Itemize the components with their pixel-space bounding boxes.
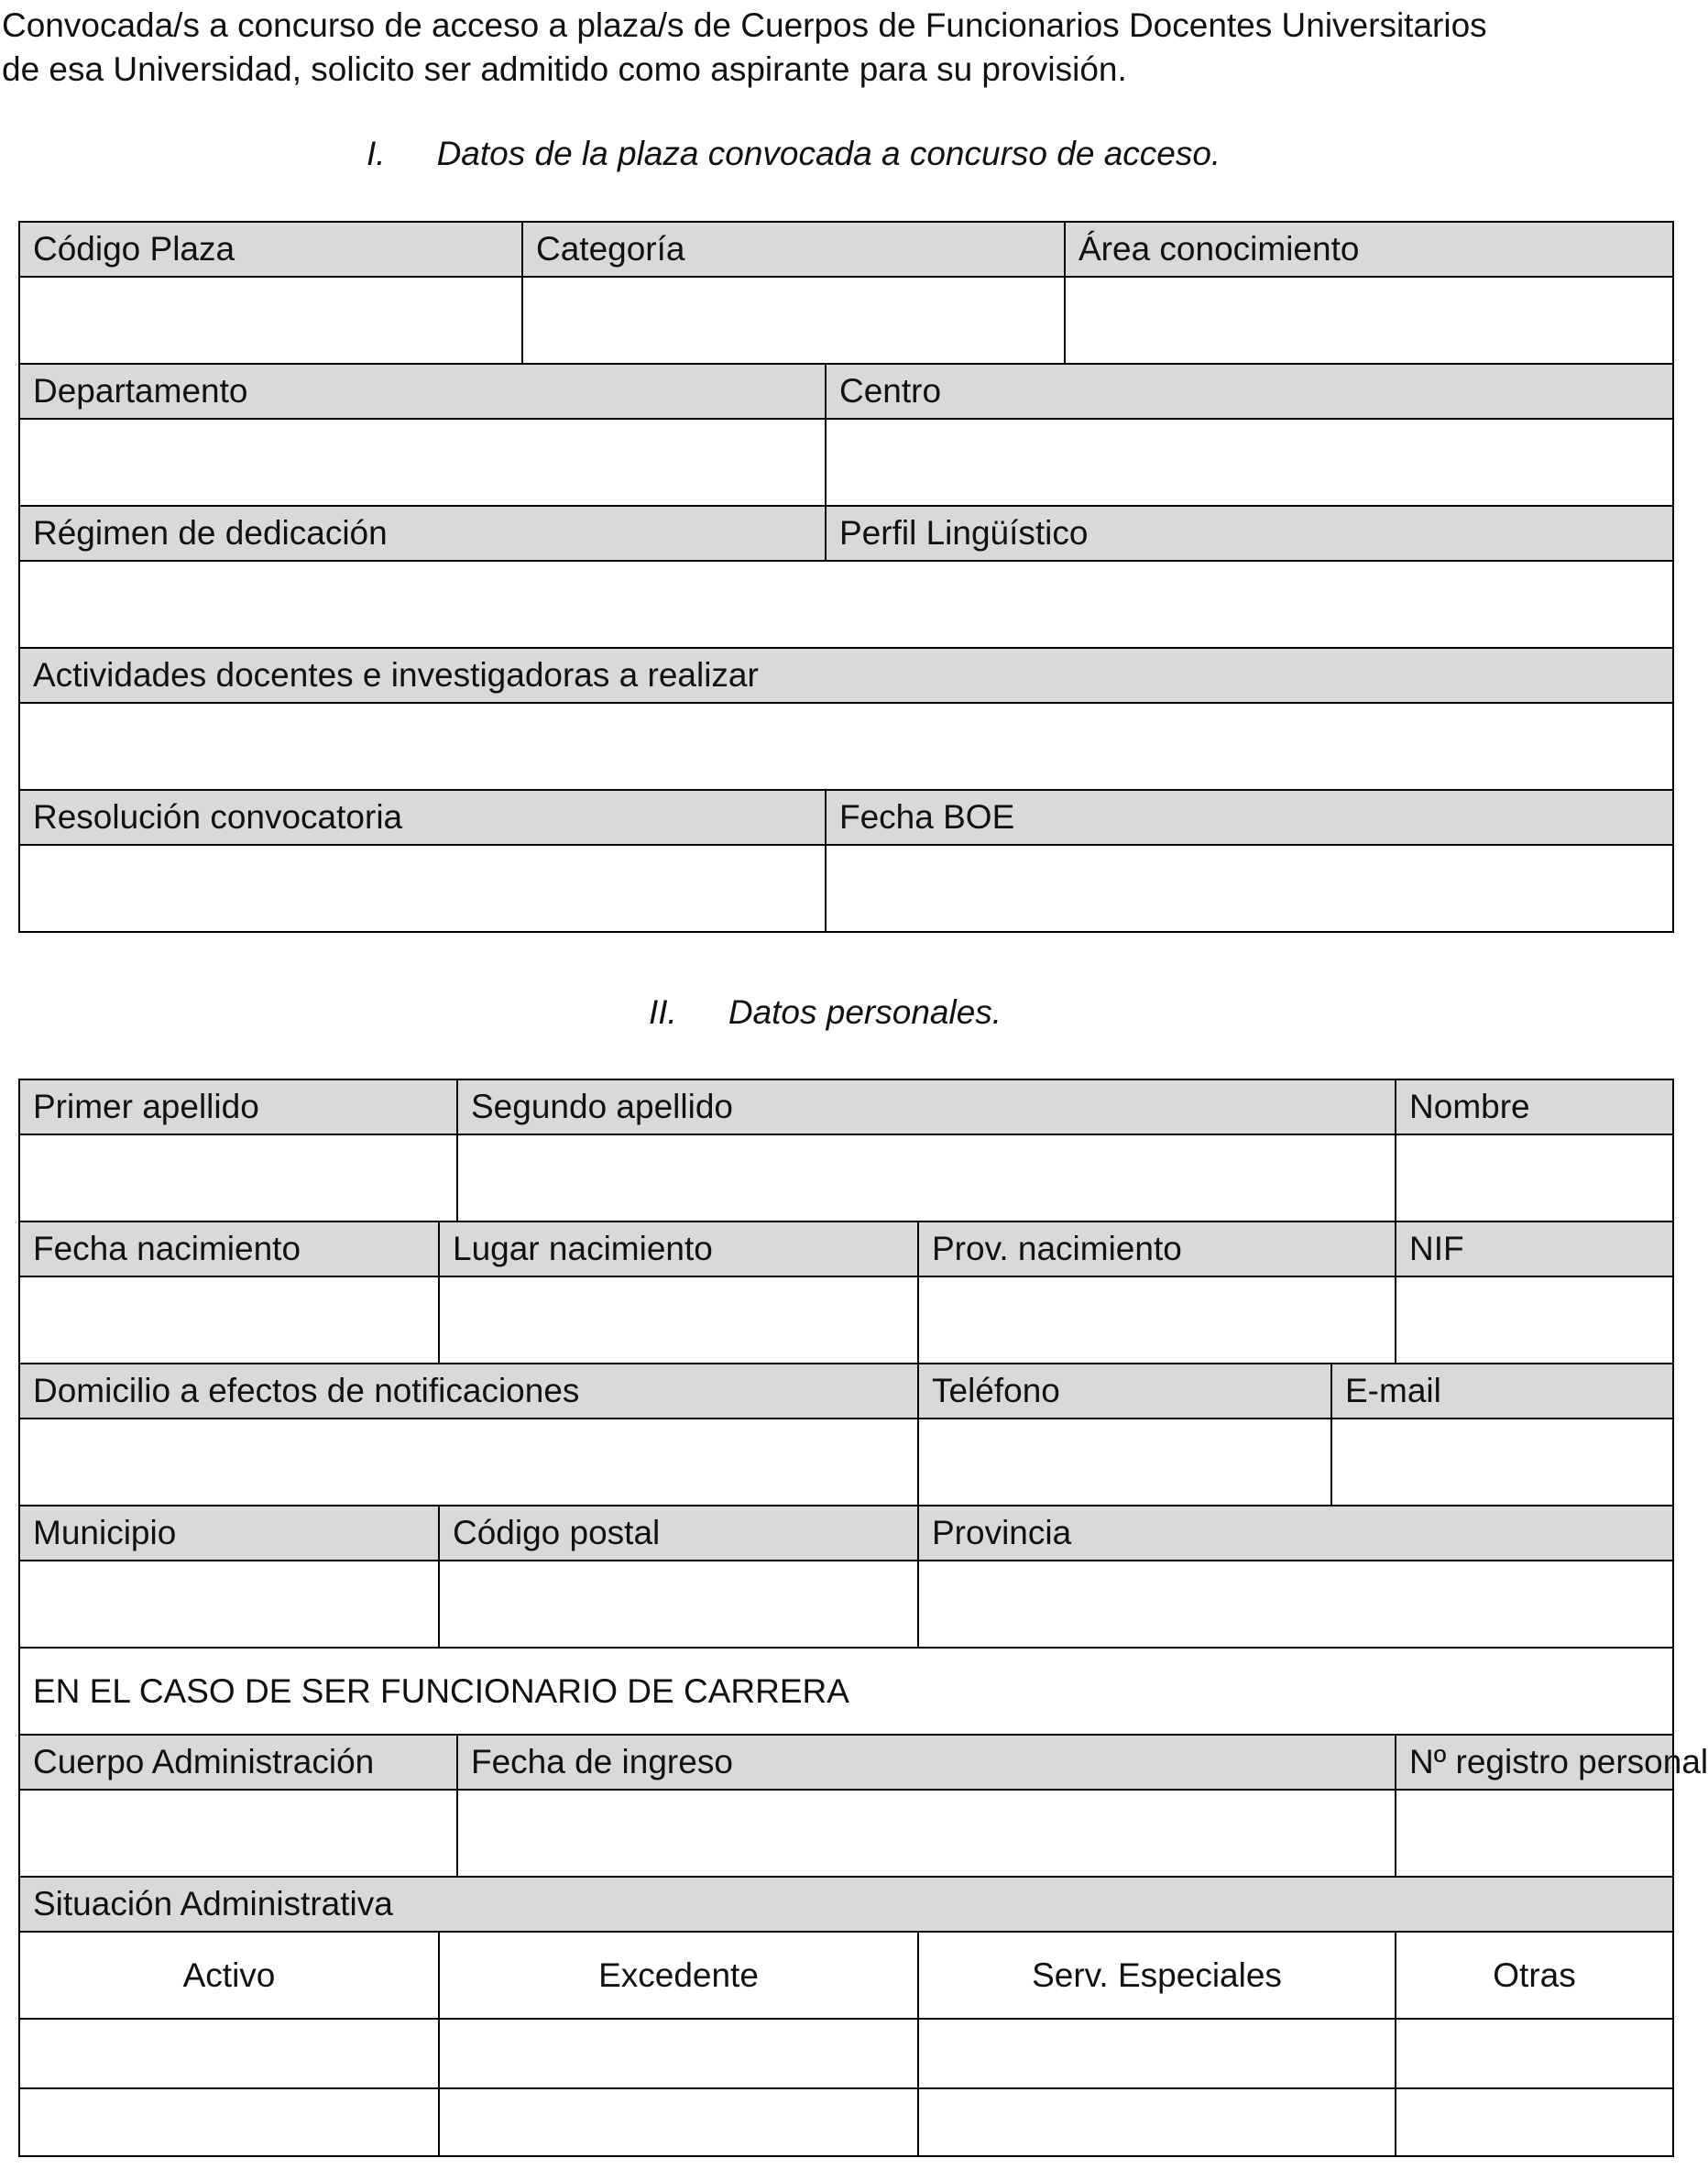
label-fecha-boe: Fecha BOE — [826, 790, 1673, 845]
career-banner: EN EL CASO DE SER FUNCIONARIO DE CARRERA — [19, 1648, 1673, 1735]
field-email[interactable] — [1331, 1419, 1673, 1506]
label-nombre: Nombre — [1396, 1079, 1673, 1134]
label-email: E-mail — [1331, 1364, 1673, 1419]
intro-line-1: Convocada/s a concurso de acceso a plaza/s de Cuerpos de Funcionarios Docentes Universitarios — [2, 6, 1487, 44]
field-excedente-extra[interactable] — [439, 2088, 918, 2156]
field-prov-nacimiento[interactable] — [918, 1276, 1396, 1364]
option-serv-especiales: Serv. Especiales — [918, 1932, 1396, 2019]
field-fecha-boe[interactable] — [826, 845, 1673, 932]
label-fecha-nacimiento: Fecha nacimiento — [19, 1221, 439, 1276]
label-codigo-plaza: Código Plaza — [19, 222, 522, 277]
section-2-form-table — [18, 1079, 1708, 2157]
field-cuerpo-administracion[interactable] — [19, 1790, 457, 1877]
label-municipio: Municipio — [19, 1506, 439, 1561]
section-2-title — [649, 992, 1002, 1033]
field-provincia[interactable] — [918, 1561, 1673, 1648]
label-situacion-administrativa: Situación Administrativa — [19, 1877, 1673, 1932]
field-fecha-ingreso[interactable] — [457, 1790, 1396, 1877]
field-departamento[interactable] — [19, 419, 826, 506]
label-regimen-dedicacion: Régimen de dedicación — [19, 506, 826, 561]
label-provincia: Provincia — [918, 1506, 1673, 1561]
section-1-form-table — [18, 221, 1674, 933]
label-cuerpo-administracion: Cuerpo Administración — [19, 1735, 457, 1790]
label-actividades: Actividades docentes e investigadoras a realizar — [19, 648, 1673, 703]
label-segundo-apellido: Segundo apellido — [457, 1079, 1396, 1134]
label-domicilio: Domicilio a efectos de notificaciones — [19, 1364, 918, 1419]
label-categoria: Categoría — [522, 222, 1065, 277]
label-lugar-nacimiento: Lugar nacimiento — [439, 1221, 918, 1276]
label-registro-personal: Nº registro personal — [1396, 1735, 1673, 1790]
field-fecha-nacimiento[interactable] — [19, 1276, 439, 1364]
label-departamento: Departamento — [19, 364, 826, 419]
label-perfil-linguistico: Perfil Lingüístico — [826, 506, 1673, 561]
label-codigo-postal: Código postal — [439, 1506, 918, 1561]
section-1-number: I. — [367, 135, 386, 172]
field-codigo-postal[interactable] — [439, 1561, 918, 1648]
option-otras: Otras — [1396, 1932, 1673, 2019]
section-2-heading: Datos personales. — [728, 993, 1002, 1031]
section-1-title — [367, 134, 1221, 174]
field-registro-personal[interactable] — [1396, 1790, 1673, 1877]
field-municipio[interactable] — [19, 1561, 439, 1648]
field-categoria[interactable] — [522, 277, 1065, 364]
field-serv-especiales[interactable] — [918, 2019, 1396, 2088]
field-excedente[interactable] — [439, 2019, 918, 2088]
field-activo[interactable] — [19, 2019, 439, 2088]
option-activo: Activo — [19, 1932, 439, 2019]
intro-line-2: de esa Universidad, solicito ser admitido como aspirante para su provisión. — [2, 50, 1127, 88]
field-resolucion-convocatoria[interactable] — [19, 845, 826, 932]
field-activo-extra[interactable] — [19, 2088, 439, 2156]
field-segundo-apellido[interactable] — [457, 1134, 1396, 1221]
label-nif: NIF — [1396, 1221, 1673, 1276]
label-centro: Centro — [826, 364, 1673, 419]
field-centro[interactable] — [826, 419, 1673, 506]
field-regimen-perfil[interactable] — [19, 561, 1673, 648]
field-otras-extra[interactable] — [1396, 2088, 1673, 2156]
field-nombre[interactable] — [1396, 1134, 1673, 1221]
field-telefono[interactable] — [918, 1419, 1331, 1506]
label-resolucion-convocatoria: Resolución convocatoria — [19, 790, 826, 845]
section-1-heading: Datos de la plaza convocada a concurso de acceso. — [436, 135, 1221, 172]
label-telefono: Teléfono — [918, 1364, 1331, 1419]
field-area-conocimiento[interactable] — [1065, 277, 1673, 364]
label-area-conocimiento: Área conocimiento — [1065, 222, 1673, 277]
intro-paragraph — [2, 4, 1487, 92]
field-lugar-nacimiento[interactable] — [439, 1276, 918, 1364]
field-codigo-plaza[interactable] — [19, 277, 522, 364]
field-otras[interactable] — [1396, 2019, 1673, 2088]
field-serv-especiales-extra[interactable] — [918, 2088, 1396, 2156]
label-prov-nacimiento: Prov. nacimiento — [918, 1221, 1396, 1276]
label-fecha-ingreso: Fecha de ingreso — [457, 1735, 1396, 1790]
label-primer-apellido: Primer apellido — [19, 1079, 457, 1134]
field-primer-apellido[interactable] — [19, 1134, 457, 1221]
field-domicilio[interactable] — [19, 1419, 918, 1506]
option-excedente: Excedente — [439, 1932, 918, 2019]
field-nif[interactable] — [1396, 1276, 1673, 1364]
section-2-number: II. — [649, 993, 677, 1031]
field-actividades[interactable] — [19, 703, 1673, 790]
